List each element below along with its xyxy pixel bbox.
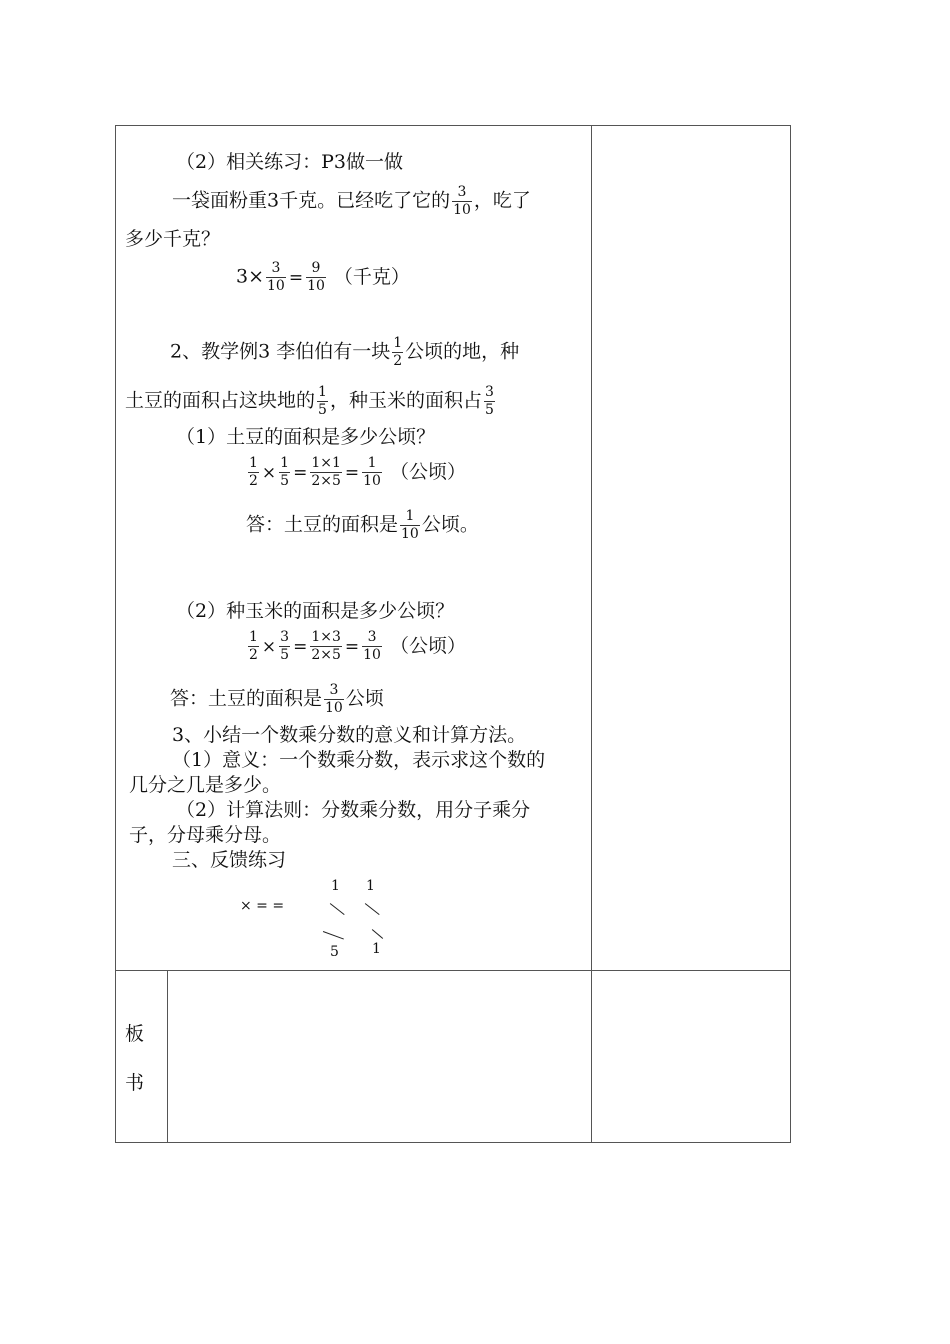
broken-fraction-bar — [330, 903, 345, 915]
answer-2: 答：土豆的面积是 $\frac{3}{10}$ 公顷 — [170, 682, 384, 716]
broken-operators: × = = — [240, 898, 285, 914]
fraction: $\frac{1}{10}$ — [401, 508, 419, 542]
practice-heading: （2）相关练习：P3做一做 — [176, 151, 403, 173]
broken-fraction-bar — [372, 929, 384, 939]
fraction: $\frac{1}{2}$ — [393, 335, 403, 369]
practice-calculation: 3× $\frac{3}{10}$ = $\frac{9}{10}$ （千克） — [236, 260, 410, 294]
answer-1: 答：土豆的面积是 $\frac{1}{10}$ 公顷。 — [246, 508, 479, 542]
table-border-right — [790, 125, 791, 1143]
example3-line1: 2、教学例3 李伯伯有一块 $\frac{1}{2}$ 公顷的地，种 — [170, 335, 520, 369]
table-column-divider — [591, 125, 592, 1143]
summary-title: 3、小结一个数乘分数的意义和计算方法。 — [172, 724, 527, 746]
question-1-calculation: $\frac{1}{2}$ × $\frac{1}{5}$ = $\frac{1\times 1}{2\times 5}$ = $\frac{1}{10}$ （公顷） — [249, 455, 466, 489]
table-border-left — [115, 125, 116, 1143]
practice-problem-text: ，吃了 — [473, 189, 531, 212]
board-label-1: 板 — [125, 1023, 145, 1045]
question-1: （1）土豆的面积是多少公顷？ — [176, 426, 436, 448]
example3-line2: 土豆的面积占这块地的 $\frac{1}{5}$ ，种玉米的面积占 $\frac{3}{5}$ — [125, 384, 494, 418]
board-label-2: 书 — [125, 1072, 145, 1094]
broken-fraction-bar — [323, 931, 344, 940]
broken-denominator-1: 5 — [330, 944, 339, 960]
practice-problem-line2: 多少千克？ — [125, 228, 221, 250]
fraction: $\frac{3}{10}$ — [453, 184, 471, 218]
table-border-top — [115, 125, 791, 126]
feedback-heading: 三、反馈练习 — [172, 849, 287, 871]
fraction: $\frac{3}{10}$ — [267, 260, 285, 294]
board-label-divider — [167, 970, 168, 1143]
fraction: $\frac{3}{10}$ — [325, 682, 343, 716]
fraction: $\frac{9}{10}$ — [307, 260, 325, 294]
fraction: $\frac{1}{5}$ — [318, 384, 327, 418]
broken-numerator-1: 1 — [331, 878, 340, 894]
practice-problem-line1 — [172, 184, 531, 219]
table-border-bottom — [115, 1142, 791, 1143]
table-border-mid — [115, 970, 791, 971]
summary-rule-line2: 子，分母乘分母。 — [129, 824, 282, 846]
question-2: （2）种玉米的面积是多少公顷？ — [176, 600, 455, 622]
practice-problem-text: 一袋面粉重3千克。已经吃了它的 — [172, 189, 451, 212]
fraction: $\frac{3}{5}$ — [484, 384, 494, 418]
summary-meaning-line2: 几分之几是多少。 — [129, 774, 282, 796]
broken-denominator-2: 1 — [372, 941, 381, 957]
summary-meaning-line1: （1）意义：一个数乘分数，表示求这个数的 — [172, 749, 546, 771]
broken-numerator-2: 1 — [366, 878, 375, 894]
summary-rule-line1: （2）计算法则：分数乘分数，用分子乘分 — [176, 799, 531, 821]
question-2-calculation: $\frac{1}{2}$ × $\frac{3}{5}$ = $\frac{1\times 3}{2\times 5}$ = $\frac{3}{10}$ （公顷） — [249, 629, 466, 663]
broken-fraction-bar — [365, 903, 380, 915]
